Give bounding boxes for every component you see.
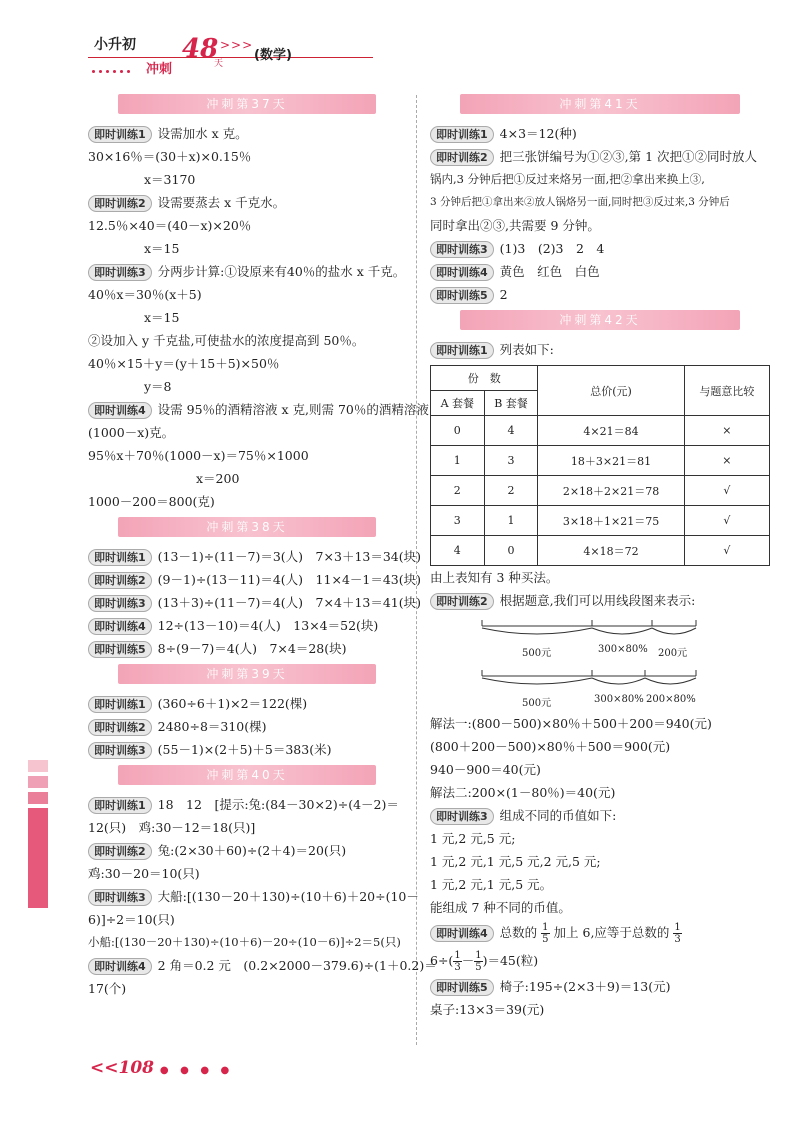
d37-ex4: 即时训练4 设需 95％的酒精溶液 x 克,则需 70％的酒精溶液 (88, 398, 406, 421)
table-header: A 套餐 (431, 391, 485, 416)
d42-ex1: 即时训练1 列表如下: (430, 338, 770, 361)
d39-ex3: 即时训练3 (55－1)×(2＋5)＋5＝383(米) (88, 738, 406, 761)
day-label: 天 (214, 59, 224, 69)
segment-diagram-1 (480, 612, 700, 662)
text-line: 能组成 7 种不同的币值。 (430, 900, 571, 915)
d37-ex2: 即时训练2 设需要蒸去 x 千克水。 (88, 191, 406, 214)
day-41-banner: 冲刺第41天 (460, 94, 740, 114)
footer-dots: ● ● ● ● (159, 1065, 234, 1076)
equation: 6÷( $\frac{1}{3}$ － $\frac{1}{5}$ )＝45(粒) (430, 950, 539, 973)
left-column (88, 90, 437, 1000)
segment-label: 200元 (658, 648, 688, 659)
fraction: $\frac{1}{5}$ (475, 950, 482, 973)
d40-ex4: 即时训练4 2 角＝0.2 元 (0.2×2000－379.6)÷(1＋0.2)＝ (88, 954, 406, 977)
d41-ex4: 即时训练4 黄色 红色 白色 (430, 260, 770, 283)
day-39-banner: 冲刺第39天 (118, 664, 376, 684)
series-title: 小升初 (94, 37, 136, 53)
text-line: 1 元,2 元,1 元,5 元,2 元,5 元; (430, 854, 601, 869)
d39-ex1: 即时训练1 (360÷6＋1)×2＝122(棵) (88, 692, 406, 715)
back-arrows-icon: << (90, 1058, 119, 1078)
table-header: 与题意比较 (684, 366, 769, 416)
day-42-banner: 冲刺第42天 (460, 310, 740, 330)
segment-label: 300×80% (598, 644, 648, 655)
rush-label: 冲刺 (146, 62, 173, 77)
equation: 40％×15＋y＝(y＋15＋5)×50％ (88, 356, 280, 371)
d38-ex2: 即时训练2 (9－1)÷(13－11)＝4(人) 11×4－1＝43(块) (88, 568, 406, 591)
arrows-icon: >>> (220, 38, 254, 52)
equation: x＝200 (196, 471, 240, 486)
text-line: 940－900＝40(元) (430, 762, 541, 777)
table-row: 4 0 4×18＝72 √ (431, 536, 770, 566)
d40-ex2: 即时训练2 兔:(2×30＋60)÷(2＋4)＝20(只) (88, 839, 406, 862)
equation: 12.5％×40＝(40－x)×20％ (88, 218, 252, 233)
table-row: 2 2 2×18＋2×21＝78 √ (431, 476, 770, 506)
d41-ex3: 即时训练3 (1)3 (2)3 2 4 (430, 237, 770, 260)
table-header: B 套餐 (484, 391, 538, 416)
text-line: 鸡:30－20＝10(只) (88, 866, 200, 881)
equation: x＝15 (144, 310, 180, 325)
segment-label: 300×80% (594, 694, 644, 705)
d37-ex3: 即时训练3 分两步计算:①设原来有40％的盐水 x 千克。 (88, 260, 406, 283)
text-line: 1 元,2 元,5 元; (430, 831, 516, 846)
text-line: (800＋200－500)×80％＋500＝900(元) (430, 739, 671, 754)
text-line: 解法二:200×(1－80％)＝40(元) (430, 785, 616, 800)
equation: 1000－200＝800(克) (88, 494, 215, 509)
fraction: $\frac{1}{5}$ (542, 922, 549, 945)
text-line: (1000－x)克。 (88, 425, 175, 440)
text-line: 17(个) (88, 981, 127, 996)
header-rule (88, 57, 373, 58)
equation: 40％x＝30％(x＋5) (88, 287, 202, 302)
d38-ex4: 即时训练4 12÷(13－10)＝4(人) 13×4＝52(块) (88, 614, 406, 637)
d38-ex1: 即时训练1 (13－1)÷(11－7)＝3(人) 7×3＋13＝34(块) (88, 545, 406, 568)
text-line: ②设加入 y 千克盐,可使盐水的浓度提高到 50％。 (88, 333, 365, 348)
text-line: 1 元,2 元,1 元,5 元。 (430, 877, 553, 892)
day-40-banner: 冲刺第40天 (118, 765, 376, 785)
segment-label: 200×80% (646, 694, 696, 705)
page-number: 108 (118, 1058, 154, 1078)
d40-ex3: 即时训练3 大船:[(130－20＋130)÷(10＋6)＋20÷(10－ (88, 885, 406, 908)
fraction: $\frac{1}{3}$ (674, 922, 681, 945)
segment-diagram-2 (480, 662, 700, 712)
d41-ex2: 即时训练2 把三张饼编号为①②③,第 1 次把①②同时放人 (430, 145, 770, 168)
equation: 30×16％＝(30＋x)×0.15％ (88, 149, 252, 164)
equation: 95％x＋70％(1000－x)＝75％×1000 (88, 448, 309, 463)
segment-label: 500元 (522, 698, 552, 709)
d42-ex5: 即时训练5 椅子:195÷(2×3＋9)＝13(元) (430, 975, 770, 998)
text-line: 由上表知有 3 种买法。 (430, 570, 559, 585)
table-header: 总价(元) (538, 366, 684, 416)
right-column (430, 90, 770, 1021)
segment-lines (480, 662, 700, 692)
d40-ex1: 即时训练1 18 12 [提示:兔:(84－30×2)÷(4－2)＝ (88, 793, 406, 816)
days-number: 48 (182, 34, 219, 64)
header-dots (92, 61, 142, 67)
text-line: 12(只) 鸡:30－12＝18(只)] (88, 820, 256, 835)
segment-lines (480, 612, 700, 642)
combo-table (430, 365, 770, 566)
text-line: 6)]÷2＝10(只) (88, 912, 175, 927)
table-row: 0 4 4×21＝84 × (431, 416, 770, 446)
page-header (88, 30, 418, 80)
d41-ex1: 即时训练1 4×3＝12(种) (430, 122, 770, 145)
day-38-banner: 冲刺第38天 (118, 517, 376, 537)
text-line: 锅内,3 分钟后把①反过来烙另一面,把②拿出来换上③, (430, 172, 705, 186)
d39-ex2: 即时训练2 2480÷8＝310(棵) (88, 715, 406, 738)
segment-label: 500元 (522, 648, 552, 659)
d42-ex4: 即时训练4 总数的 $\frac{1}{5}$ 加上 6,应等于总数的 $\frac{1}{3}$ (430, 919, 770, 947)
text-line: 同时拿出②③,共需要 9 分钟。 (430, 218, 600, 233)
equation: x＝3170 (144, 172, 196, 187)
d42-ex3: 即时训练3 组成不同的币值如下: (430, 804, 770, 827)
table-header: 份 数 (431, 366, 538, 391)
fraction: $\frac{1}{3}$ (454, 950, 461, 973)
table-row: 1 3 18＋3×21＝81 × (431, 446, 770, 476)
d38-ex5: 即时训练5 8÷(9－7)＝4(人) 7×4＝28(块) (88, 637, 406, 660)
text-line: 桌子:13×3＝39(元) (430, 1002, 545, 1017)
table-row: 3 1 3×18＋1×21＝75 √ (431, 506, 770, 536)
text-line: 3 分钟后把①拿出来②放人锅烙另一面,同时把③反过来,3 分钟后 (430, 196, 730, 208)
day-37-banner: 冲刺第37天 (118, 94, 376, 114)
text-line: 解法一:(800－500)×80％＋500＋200＝940(元) (430, 716, 712, 731)
subject-label: (数学) (254, 48, 292, 63)
d37-ex1: 即时训练1 设需加水 x 克。 (88, 122, 406, 145)
equation: x＝15 (144, 241, 180, 256)
page-footer (90, 1058, 233, 1078)
d42-ex2: 即时训练2 根据题意,我们可以用线段图来表示: (430, 589, 770, 612)
d41-ex5: 即时训练5 2 (430, 283, 770, 306)
text-line: 小船:[(130－20＋130)÷(10＋6)－20÷(10－6)]÷2＝5(只) (88, 935, 401, 949)
equation: y＝8 (144, 379, 172, 394)
d38-ex3: 即时训练3 (13＋3)÷(11－7)＝4(人) 7×4＋13＝41(块) (88, 591, 406, 614)
